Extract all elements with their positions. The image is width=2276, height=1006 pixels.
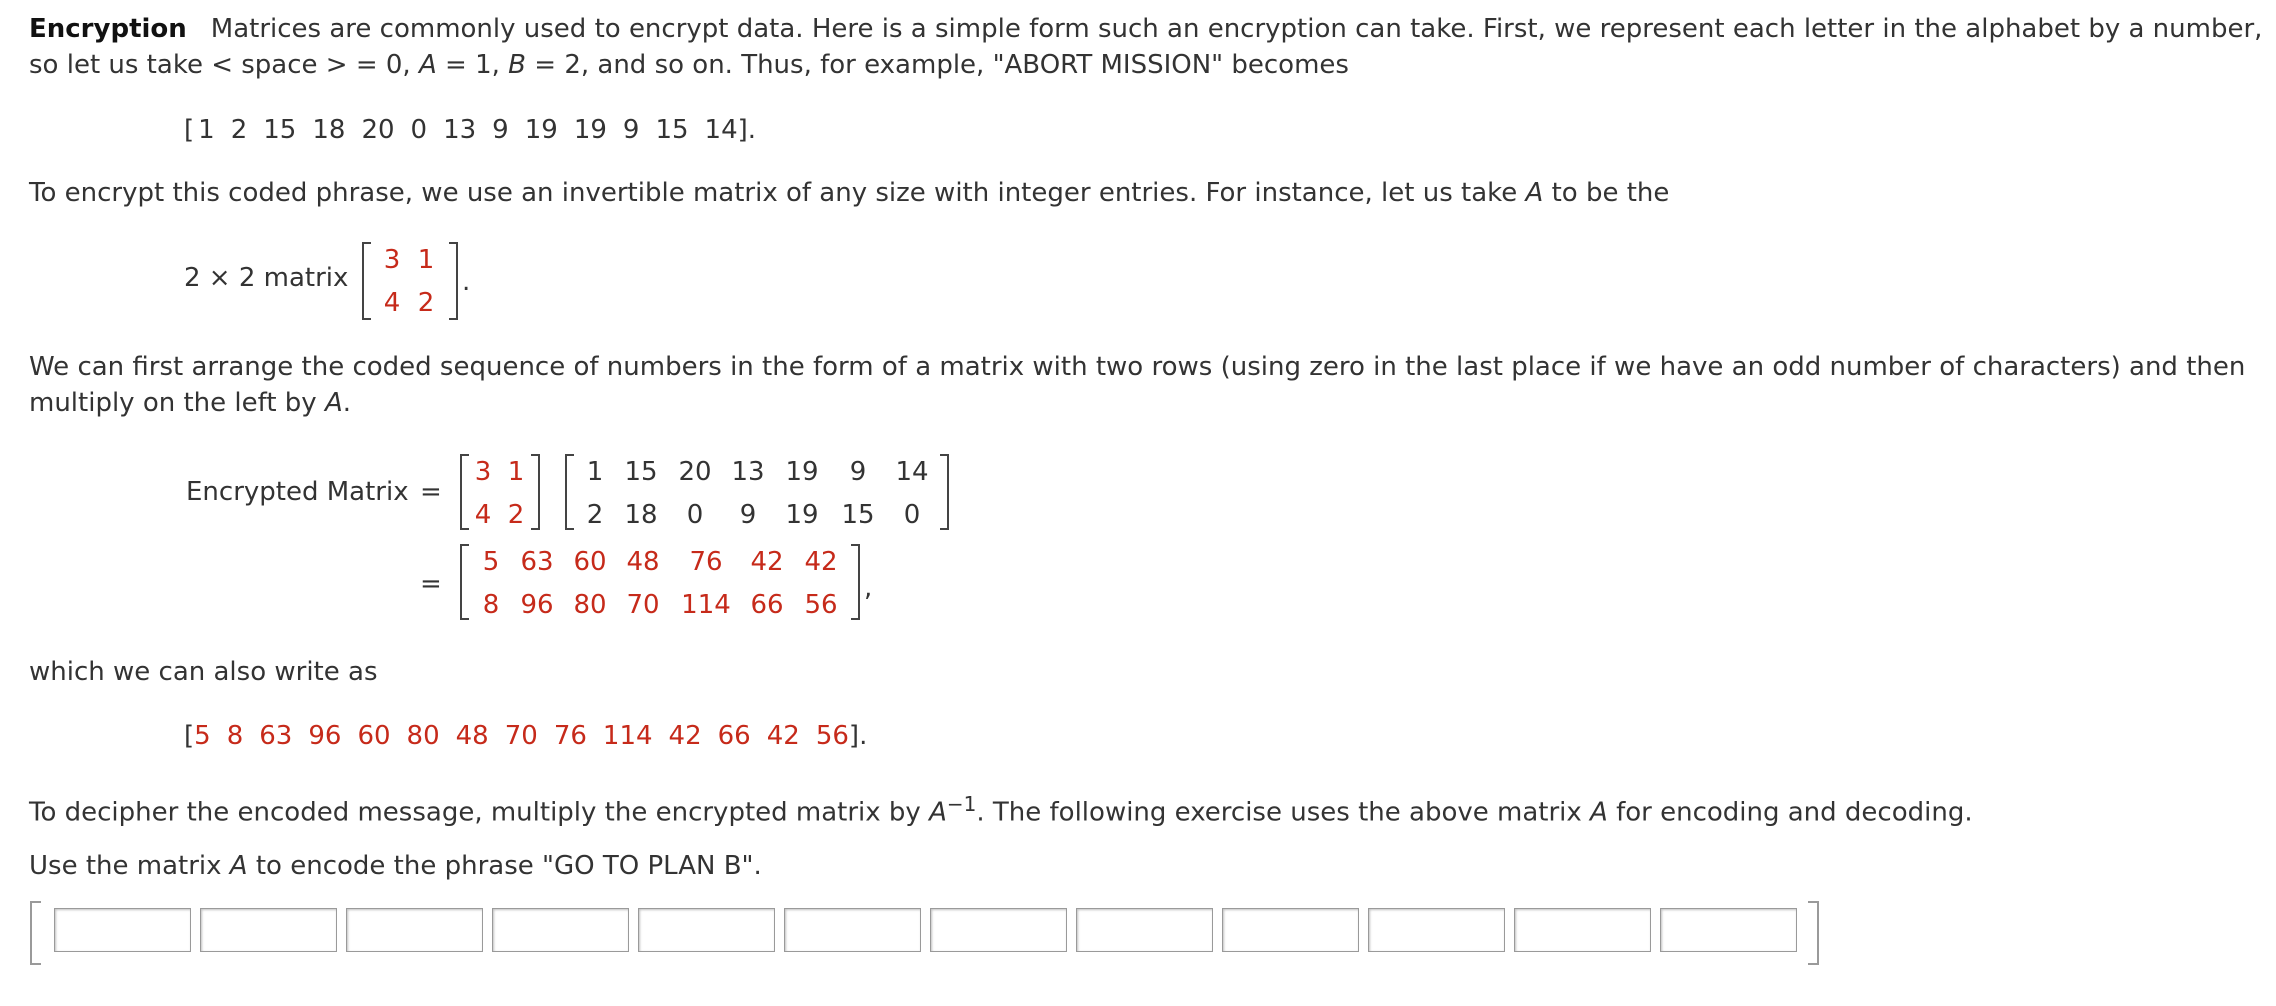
answer-field-11[interactable] (1514, 908, 1651, 952)
question-text-a: Use the matrix (29, 851, 230, 881)
right-bracket (531, 454, 540, 530)
coded-matrix (565, 454, 949, 530)
vector-close-bracket: ]. (848, 721, 868, 751)
question-text-b: to encode the phrase "GO TO PLAN B". (247, 851, 762, 881)
vector-entry: 76 (553, 721, 587, 751)
matrix-entry: 1 (417, 245, 435, 275)
variable-b: B (508, 50, 526, 80)
encrypted-vector-values (194, 721, 849, 751)
right-bracket (851, 544, 860, 620)
answer-left-bracket (30, 901, 41, 965)
matrix-size-label: 2 × 2 matrix (184, 263, 349, 293)
intro-text-c: = 1, (436, 50, 509, 80)
vector-entry: 19 (573, 115, 607, 145)
matrix-entry: 1 (507, 457, 525, 487)
right-bracket (940, 454, 949, 530)
matrix-entry: 20 (678, 457, 712, 487)
vector-entry: 18 (312, 115, 346, 145)
matrix-entry: 13 (731, 457, 765, 487)
answer-field-2[interactable] (200, 908, 337, 952)
vector-entry: 2 (230, 115, 248, 145)
matrix-entry: 15 (841, 500, 875, 530)
vector-entry: 63 (259, 721, 293, 751)
matrix-entry: 14 (895, 457, 929, 487)
intro-text: Matrices are commonly used to encrypt data. Here is a simple form such an encryption can take. First, we represent each letter in the alphabet by a number, (210, 14, 2263, 44)
matrix-entry: 8 (482, 590, 500, 620)
para2-text-b: to be the (1543, 178, 1670, 208)
matrix-entry: 76 (689, 547, 723, 577)
variable-a: A (1590, 797, 1608, 828)
vector-entry: 114 (602, 721, 653, 751)
matrix-a-period: . (462, 267, 471, 297)
encrypted-vector (184, 716, 867, 756)
question-prompt (29, 848, 2270, 884)
matrix-entry: 9 (739, 500, 757, 530)
intro-text-b: = 0, (347, 50, 419, 80)
matrix-entry: 1 (586, 457, 604, 487)
result-comma: , (864, 573, 873, 603)
answer-field-6[interactable] (784, 908, 921, 952)
intro-text-d: = 2, and so on. Thus, for example, "ABORT MISSION" becomes (526, 50, 1349, 80)
vector-entry: 70 (504, 721, 538, 751)
variable-a: A (418, 50, 437, 80)
answer-field-8[interactable] (1076, 908, 1213, 952)
vector-entry: 42 (766, 721, 800, 751)
matrix-entry: 70 (626, 590, 660, 620)
matrix-entry: 18 (624, 500, 658, 530)
para5-text-c: for encoding and decoding. (1607, 797, 1973, 828)
matrix-entry: 66 (750, 590, 784, 620)
matrix-entry: 42 (750, 547, 784, 577)
matrix-entry: 19 (785, 457, 819, 487)
vector-entry: 14 (704, 115, 738, 145)
vector-entry: 48 (455, 721, 489, 751)
para3-text-a: multiply on the left by (29, 388, 325, 418)
matrix-entry: 96 (520, 590, 554, 620)
vector-entry: 42 (668, 721, 702, 751)
vector-entry: 15 (263, 115, 297, 145)
right-bracket (449, 242, 458, 320)
para3-text-b: . (342, 388, 352, 418)
answer-field-4[interactable] (492, 908, 629, 952)
answer-field-3[interactable] (346, 908, 483, 952)
encrypted-matrix-label: Encrypted Matrix (186, 477, 409, 507)
variable-a: A (324, 388, 343, 418)
vector-entry: 1 (198, 115, 215, 145)
left-bracket (565, 454, 574, 530)
vector-entry: 13 (443, 115, 477, 145)
vector-entry: 9 (492, 115, 509, 145)
answer-field-7[interactable] (930, 908, 1067, 952)
matrix-entry: 3 (474, 457, 492, 487)
equals-sign-2: = (420, 569, 442, 599)
matrix-entry: 3 (383, 245, 401, 275)
vector-close-bracket: ]. (737, 115, 757, 145)
answer-field-5[interactable] (638, 908, 775, 952)
paragraph-also-write: which we can also write as (29, 657, 378, 687)
matrix-entry: 60 (573, 547, 607, 577)
vector-entry: 80 (406, 721, 440, 751)
vector-entry: 56 (815, 721, 849, 751)
matrix-entry: 15 (624, 457, 658, 487)
matrix-entry: 114 (681, 590, 731, 620)
intro-line-2 (29, 47, 2270, 83)
vector-entry: 8 (226, 721, 244, 751)
result-matrix (460, 544, 860, 620)
matrix-entry: 80 (573, 590, 607, 620)
vector-entry: 60 (357, 721, 391, 751)
answer-field-9[interactable] (1222, 908, 1359, 952)
paragraph-arrange (29, 349, 2270, 421)
matrix-entry: 56 (804, 590, 838, 620)
coded-vector-values (198, 115, 737, 145)
vector-entry: 19 (524, 115, 558, 145)
matrix-a (362, 242, 458, 320)
intro-line-1 (29, 11, 2270, 47)
intro-paragraph (29, 11, 2270, 83)
vector-entry: 66 (717, 721, 751, 751)
coded-vector (184, 110, 756, 150)
para2-text-a: To encrypt this coded phrase, we use an invertible matrix of any size with integer entries. For instance, let us take (29, 178, 1526, 208)
answer-right-bracket (1808, 901, 1819, 965)
paragraph-invertible (29, 175, 2270, 211)
matrix-entry: 0 (686, 500, 704, 530)
intro-text-a: so let us take (29, 50, 212, 80)
para3-line-2 (29, 385, 2270, 421)
vector-open-bracket: [ (184, 115, 195, 145)
matrix-entry: 48 (626, 547, 660, 577)
variable-a: A (229, 851, 248, 881)
matrix-entry: 4 (383, 288, 401, 318)
matrix-entry: 2 (586, 500, 604, 530)
matrix-a-factor (460, 454, 540, 530)
left-bracket (460, 544, 469, 620)
vector-open-bracket: [ (184, 721, 195, 751)
matrix-entry: 63 (520, 547, 554, 577)
left-bracket (362, 242, 371, 320)
matrix-entry: 4 (474, 500, 492, 530)
vector-entry: 9 (622, 115, 640, 145)
paragraph-decipher (29, 786, 2270, 831)
matrix-entry: 2 (417, 288, 435, 318)
answer-field-12[interactable] (1660, 908, 1797, 952)
matrix-entry: 19 (785, 500, 819, 530)
answer-row (30, 901, 1819, 965)
vector-entry: 5 (194, 721, 211, 751)
matrix-entry: 0 (903, 500, 921, 530)
answer-field-1[interactable] (54, 908, 191, 952)
para5-text-a: To decipher the encoded message, multiply the encrypted matrix by (29, 797, 930, 828)
variable-a: A (929, 797, 947, 828)
inverse-exponent: −1 (946, 792, 977, 816)
space-token: < space > (211, 50, 348, 80)
para5-text-b: . The following exercise uses the above matrix (976, 797, 1591, 828)
vector-entry: 0 (410, 115, 428, 145)
matrix-entry: 9 (849, 457, 867, 487)
equals-sign-1: = (420, 477, 442, 507)
answer-field-10[interactable] (1368, 908, 1505, 952)
vector-entry: 20 (361, 115, 395, 145)
matrix-entry: 2 (507, 500, 525, 530)
para3-line-1: We can first arrange the coded sequence of numbers in the form of a matrix with two rows (using zero in the last place if we have an odd number of characters) and then (29, 352, 2246, 382)
vector-entry: 15 (655, 115, 689, 145)
matrix-entry: 42 (804, 547, 838, 577)
variable-a: A (1525, 178, 1544, 208)
matrix-entry: 5 (482, 547, 500, 577)
section-heading: Encryption (29, 14, 187, 44)
vector-entry: 96 (308, 721, 342, 751)
left-bracket (460, 454, 469, 530)
